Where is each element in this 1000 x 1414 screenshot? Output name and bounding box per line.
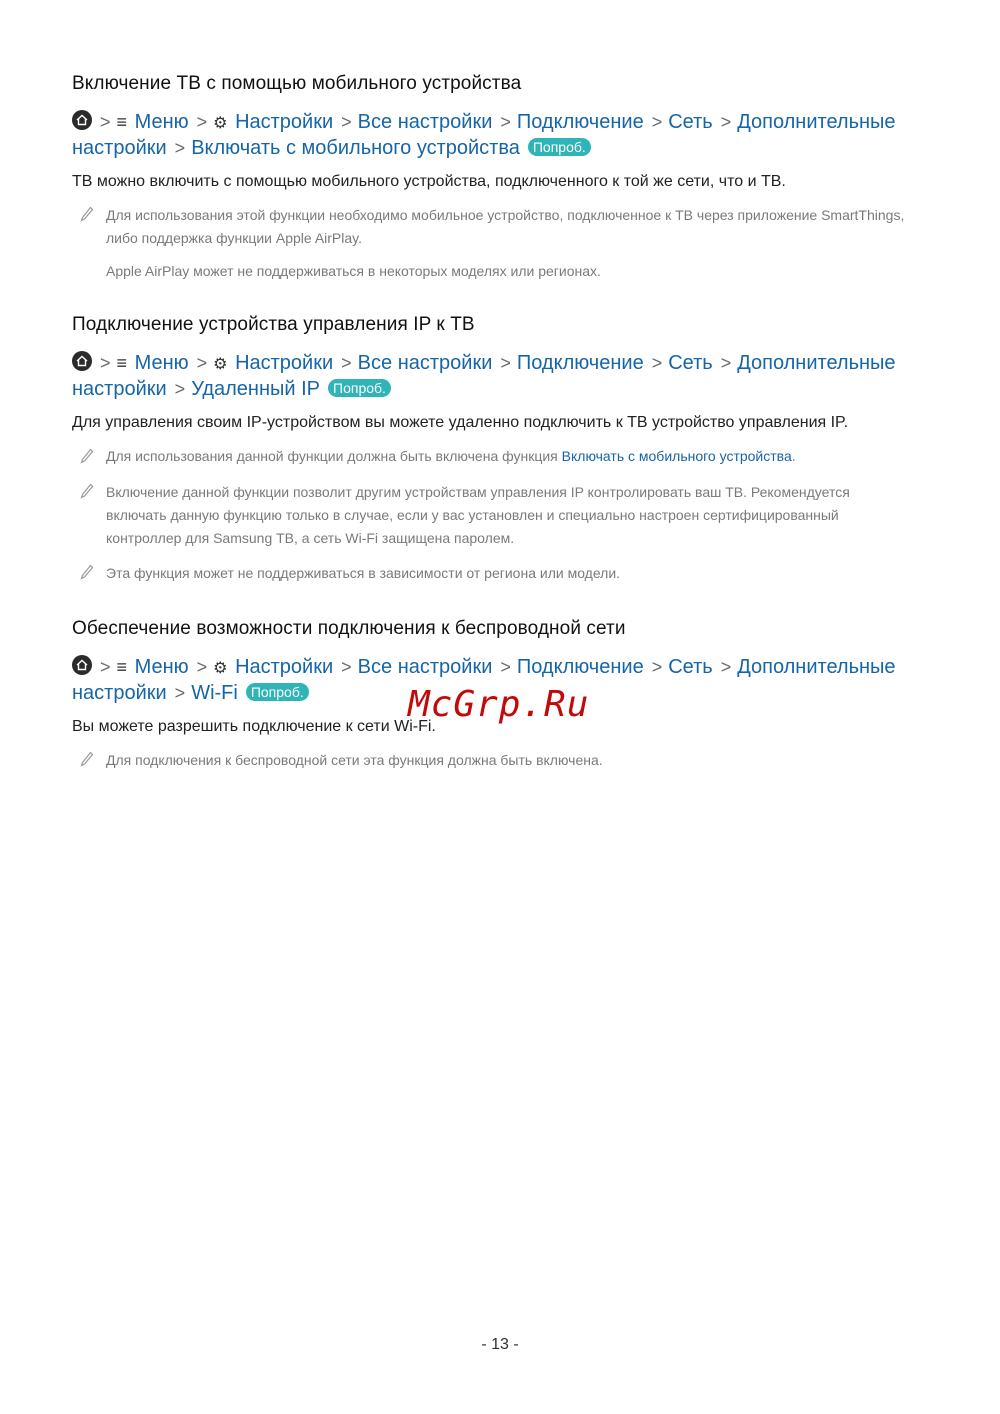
path-item[interactable]: Меню (134, 656, 189, 678)
path-item[interactable]: Настройки (235, 352, 334, 374)
pencil-icon (80, 483, 94, 504)
menu-icon: ≡ (116, 353, 128, 373)
try-now-badge[interactable]: Попроб. (528, 138, 591, 156)
path-item[interactable]: Wi-Fi (191, 682, 238, 704)
section-title: Подключение устройства управления IP к ТВ (72, 314, 475, 335)
path-item[interactable]: Дополнительные настройки (72, 656, 896, 704)
chevron-right-icon: > (174, 138, 186, 158)
function-link[interactable]: Включать с мобильного устройства (561, 448, 792, 464)
note-text: Эта функция может не поддерживаться в зависимости от региона или модели. (106, 565, 621, 581)
chevron-right-icon: > (196, 353, 208, 373)
path-item[interactable]: Подключение (516, 352, 644, 374)
pencil-icon (80, 751, 94, 772)
path-item[interactable]: Меню (134, 352, 189, 374)
pencil-icon (80, 564, 94, 585)
pencil-icon (80, 448, 94, 469)
path-item[interactable]: Подключение (516, 111, 644, 133)
chevron-right-icon: > (720, 112, 732, 132)
gear-icon: ⚙ (213, 115, 228, 132)
chevron-right-icon: > (100, 353, 111, 373)
home-icon (72, 110, 92, 130)
path-item[interactable]: Все настройки (357, 656, 493, 678)
note-text: Включение данной функции позволит другим устройствам управления IP контролировать ваш ТВ. Рекомендуется включать данную функцию только в случае, если у вас установлен и специально настроен сертифицированный контроллер для Samsung ТВ, а сеть Wi-Fi защищена паролем. (106, 484, 850, 546)
chevron-right-icon: > (500, 112, 511, 132)
path-item[interactable]: Включать с мобильного устройства (191, 137, 520, 159)
chevron-right-icon: > (100, 657, 111, 677)
path-item[interactable]: Сеть (668, 352, 713, 374)
chevron-right-icon: > (196, 657, 208, 677)
path-item[interactable]: Меню (134, 111, 189, 133)
chevron-right-icon: > (341, 657, 352, 677)
section-description: Вы можете разрешить подключение к сети Wi-Fi. (72, 718, 436, 735)
menu-icon: ≡ (116, 657, 128, 677)
menu-path (72, 351, 912, 401)
path-item[interactable]: Все настройки (357, 352, 493, 374)
path-item[interactable]: Дополнительные настройки (72, 352, 896, 400)
chevron-right-icon: > (174, 379, 186, 399)
pencil-icon (80, 206, 94, 227)
path-item[interactable]: Сеть (668, 111, 713, 133)
menu-path (72, 110, 912, 160)
try-now-badge[interactable]: Попроб. (246, 683, 309, 701)
chevron-right-icon: > (651, 112, 663, 132)
path-item[interactable]: Удаленный IP (191, 378, 321, 400)
note-text (106, 445, 906, 468)
section-title: Обеспечение возможности подключения к беспроводной сети (72, 618, 626, 639)
try-now-badge[interactable]: Попроб. (328, 379, 391, 397)
path-item[interactable]: Подключение (516, 656, 644, 678)
note-text-after: . (791, 448, 796, 464)
note-text: Apple AirPlay может не поддерживаться в некоторых моделях или регионах. (106, 263, 601, 279)
path-item[interactable]: Дополнительные настройки (72, 111, 896, 159)
menu-icon: ≡ (116, 112, 128, 132)
note-text-before: Для использования данной функции должна быть включена функция (106, 448, 562, 464)
section-title: Включение ТВ с помощью мобильного устройства (72, 73, 522, 94)
chevron-right-icon: > (500, 657, 511, 677)
note-text: Для подключения к беспроводной сети эта функция должна быть включена. (106, 752, 603, 768)
chevron-right-icon: > (720, 657, 732, 677)
chevron-right-icon: > (651, 657, 663, 677)
watermark: McGrp.Ru (408, 684, 590, 725)
chevron-right-icon: > (196, 112, 208, 132)
chevron-right-icon: > (341, 112, 352, 132)
note-text: Для использования этой функции необходимо мобильное устройство, подключенное к ТВ через приложение SmartThings, либо поддержка функции Apple AirPlay. (106, 207, 905, 246)
path-item[interactable]: Все настройки (357, 111, 493, 133)
section-description: Для управления своим IP-устройством вы можете удаленно подключить к ТВ устройство управления IP. (72, 414, 849, 431)
home-icon (72, 655, 92, 675)
home-icon (72, 351, 92, 371)
section-description: ТВ можно включить с помощью мобильного устройства, подключенного к той же сети, что и ТВ. (72, 173, 786, 190)
chevron-right-icon: > (341, 353, 352, 373)
path-item[interactable]: Сеть (668, 656, 713, 678)
chevron-right-icon: > (500, 353, 511, 373)
chevron-right-icon: > (651, 353, 663, 373)
path-item[interactable]: Настройки (235, 656, 334, 678)
chevron-right-icon: > (174, 683, 186, 703)
gear-icon: ⚙ (213, 660, 228, 677)
path-item[interactable]: Настройки (235, 111, 334, 133)
chevron-right-icon: > (100, 112, 111, 132)
page-number: - 13 - (481, 1336, 519, 1353)
gear-icon: ⚙ (213, 356, 228, 373)
chevron-right-icon: > (720, 353, 732, 373)
